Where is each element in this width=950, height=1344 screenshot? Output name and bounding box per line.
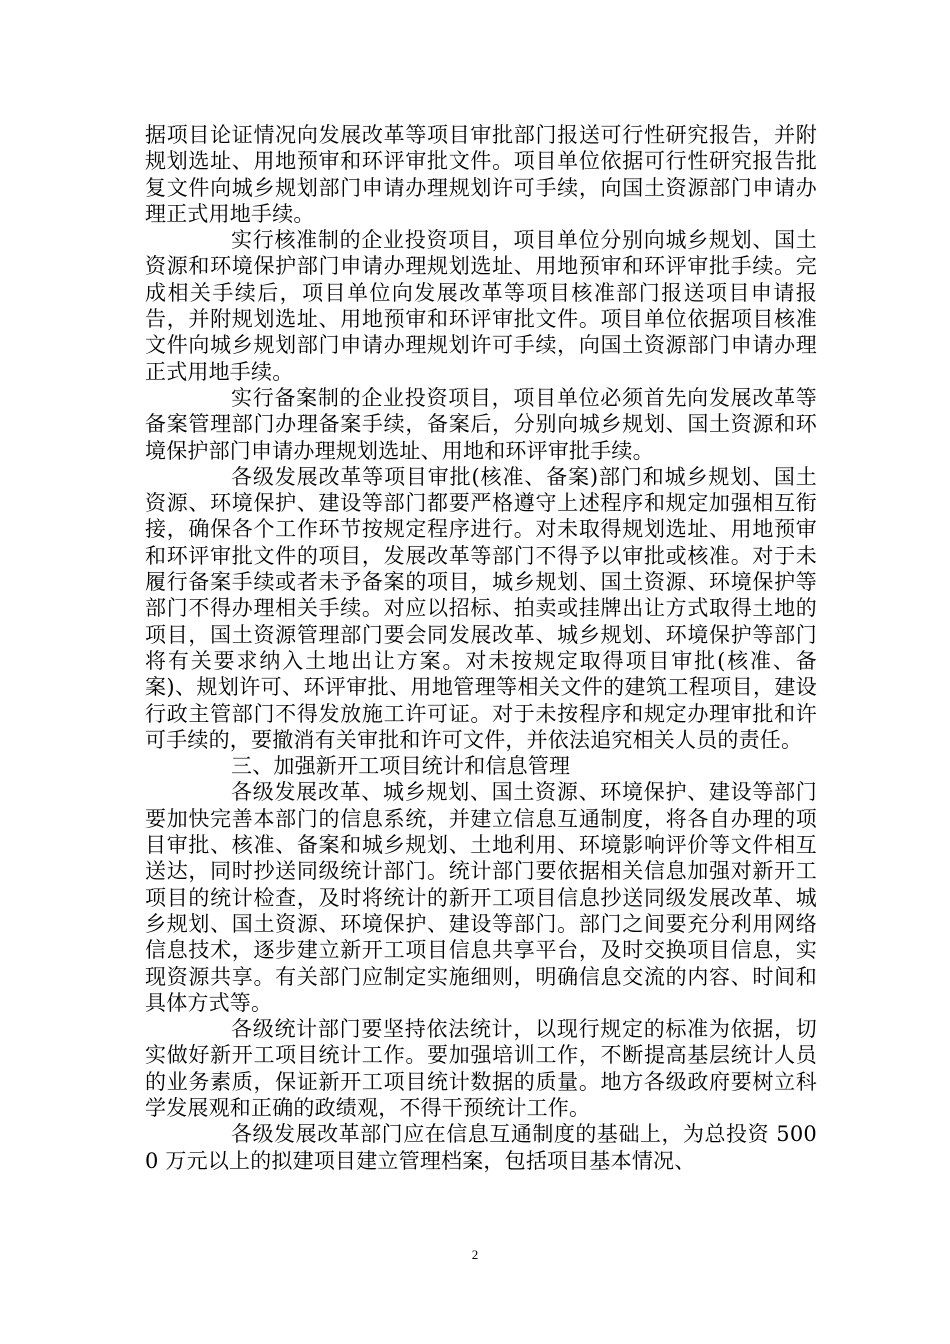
paragraph-filing-system: 实行备案制的企业投资项目，项目单位必须首先向发展改革等备案管理部门办理备案手续，备案后，分别向城乡规划、国土资源和环境保护部门申请办理规划选址、用地和环评审批手续。 [145, 385, 817, 463]
page-number: 2 [471, 1247, 479, 1262]
paragraph-project-archive: 各级发展改革部门应在信息互通制度的基础上，为总投资 5000 万元以上的拟建项目建立管理档案，包括项目基本情况、 [145, 1122, 817, 1173]
document-body [145, 122, 817, 1174]
paragraph-continuation: 据项目论证情况向发展改革等项目审批部门报送可行性研究报告，并附规划选址、用地预审和环评审批文件。项目单位依据可行性研究报告批复文件向城乡规划部门申请办理规划许可手续，向国土资源部门申请办理正式用地手续。 [145, 123, 817, 226]
section-heading: 三、加强新开工项目统计和信息管理 [231, 754, 571, 779]
paragraph-department-coordination: 各级发展改革等项目审批(核准、备案)部门和城乡规划、国土资源、环境保护、建设等部门都要严格遵守上述程序和规定加强相互衔接，确保各个工作环节按规定程序进行。对未取得规划选址、用地预审和环评审批文件的项目，发展改革等部门不得予以审批或核准。对于未履行备案手续或者未予备案的项目，城乡规划、国土资源、环境保护等部门不得办理相关手续。对应以招标、拍卖或挂牌出让方式取得土地的项目，国土资源管理部门要会同发展改革、城乡规划、环境保护等部门将有关要求纳入土地出让方案。对未按规定取得项目审批(核准、备案)、规划许可、环评审批、用地管理等相关文件的建筑工程项目，建设行政主管部门不得发放施工许可证。对于未按程序和规定办理审批和许可手续的，要撤消有关审批和许可文件，并依法追究相关人员的责任。 [145, 464, 817, 752]
paragraph-approval-system: 实行核准制的企业投资项目，项目单位分别向城乡规划、国土资源和环境保护部门申请办理规划选址、用地预审和环评审批手续。完成相关手续后，项目单位向发展改革等项目核准部门报送项目申请报告，并附规划选址、用地预审和环评审批文件。项目单位依据项目核准文件向城乡规划部门申请办理规划许可手续，向国土资源部门申请办理正式用地手续。 [145, 228, 817, 384]
paragraph-information-system: 各级发展改革、城乡规划、国土资源、环境保护、建设等部门要加快完善本部门的信息系统，并建立信息互通制度，将各自办理的项目审批、核准、备案和城乡规划、土地利用、环境影响评价等文件相互送达，同时抄送同级统计部门。统计部门要依据相关信息加强对新开工项目的统计检查，及时将统计的新开工项目信息抄送同级发展改革、城乡规划、国土资源、环境保护、建设等部门。部门之间要充分利用网络信息技术，逐步建立新开工项目信息共享平台，及时交换项目信息，实现资源共享。有关部门应制定实施细则，明确信息交流的内容、时间和具体方式等。 [145, 780, 817, 1015]
paragraph-statistics-law: 各级统计部门要坚持依法统计，以现行规定的标准为依据，切实做好新开工项目统计工作。要加强培训工作，不断提高基层统计人员的业务素质，保证新开工项目统计数据的质量。地方各级政府要树立科学发展观和正确的政绩观，不得干预统计工作。 [145, 1017, 817, 1120]
